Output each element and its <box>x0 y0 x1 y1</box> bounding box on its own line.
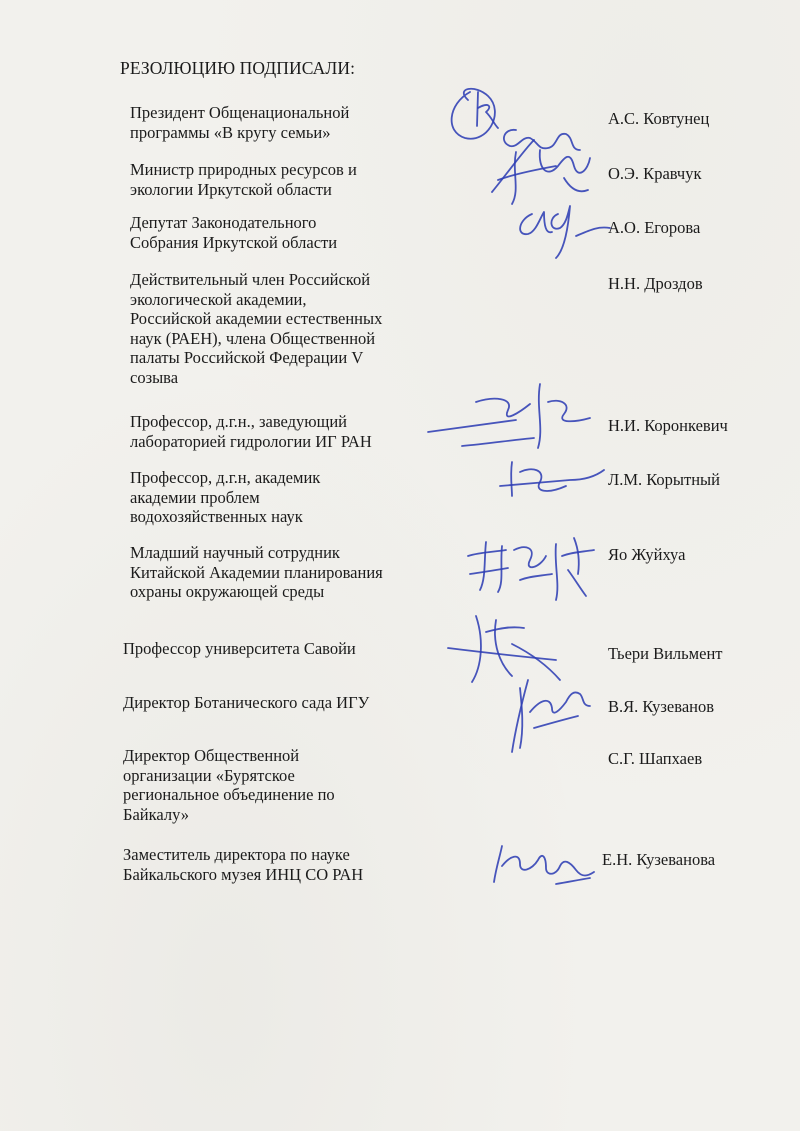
signatory-name-9: В.Я. Кузеванов <box>608 697 715 716</box>
signatory-position-9: Директор Ботанического сада ИГУ <box>123 693 370 712</box>
signatory-name-3: А.О. Егорова <box>608 218 701 237</box>
signatory-position-2: Министр природных ресурсов и экологии Иркутской области <box>130 160 357 199</box>
signatory-name-10: С.Г. Шапхаев <box>608 749 703 768</box>
signatory-position-7: Младший научный сотрудник Китайской Академии планирования охраны окружающей среды <box>130 543 383 601</box>
signatory-position-1: Президент Общенациональной программы «В кругу семьи» <box>130 103 350 142</box>
signature-koronkevich <box>428 384 590 448</box>
signature-egorova <box>520 206 610 258</box>
signatory-name-1: А.С. Ковтунец <box>608 109 710 128</box>
signature-kravchuk <box>492 140 590 204</box>
signatory-name-5: Н.И. Коронкевич <box>608 416 728 435</box>
signature-korytny <box>500 462 604 496</box>
signature-yao-ruihua <box>468 538 594 600</box>
signatory-position-8: Профессор университета Савойи <box>123 639 356 658</box>
signature-kovtunets <box>452 89 580 150</box>
signatory-name-8: Тьери Вильмент <box>608 644 723 663</box>
signatory-name-7: Яо Жуйхуа <box>608 545 686 564</box>
signatory-name-11: Е.Н. Кузеванова <box>602 850 716 869</box>
signatory-position-11: Заместитель директора по науке Байкальского музея ИНЦ СО РАН <box>123 845 364 884</box>
signature-kuzevanova <box>494 846 594 884</box>
signatory-position-10: Директор Общественной организации «Бурятское региональное объединение по Байкалу» <box>123 746 335 824</box>
signature-vilment <box>448 616 560 682</box>
signatory-name-6: Л.М. Корытный <box>608 470 720 489</box>
signature-kuzevanov <box>512 680 590 752</box>
signatory-name-2: О.Э. Кравчук <box>608 164 702 183</box>
page-heading: РЕЗОЛЮЦИЮ ПОДПИСАЛИ: <box>120 58 356 78</box>
signatory-position-5: Профессор, д.г.н., заведующий лабораторией гидрологии ИГ РАН <box>130 412 372 451</box>
signatory-name-4: Н.Н. Дроздов <box>608 274 703 293</box>
signatory-position-4: Действительный член Российской экологической академии, Российской академии естественных наук (РАЕН), члена Общественной палаты Российской Федерации V созыва <box>130 270 383 387</box>
signatory-position-3: Депутат Законодательного Собрания Иркутской области <box>130 213 338 252</box>
signatory-position-6: Профессор, д.г.н, академик академии проблем водохозяйственных наук <box>130 468 321 526</box>
